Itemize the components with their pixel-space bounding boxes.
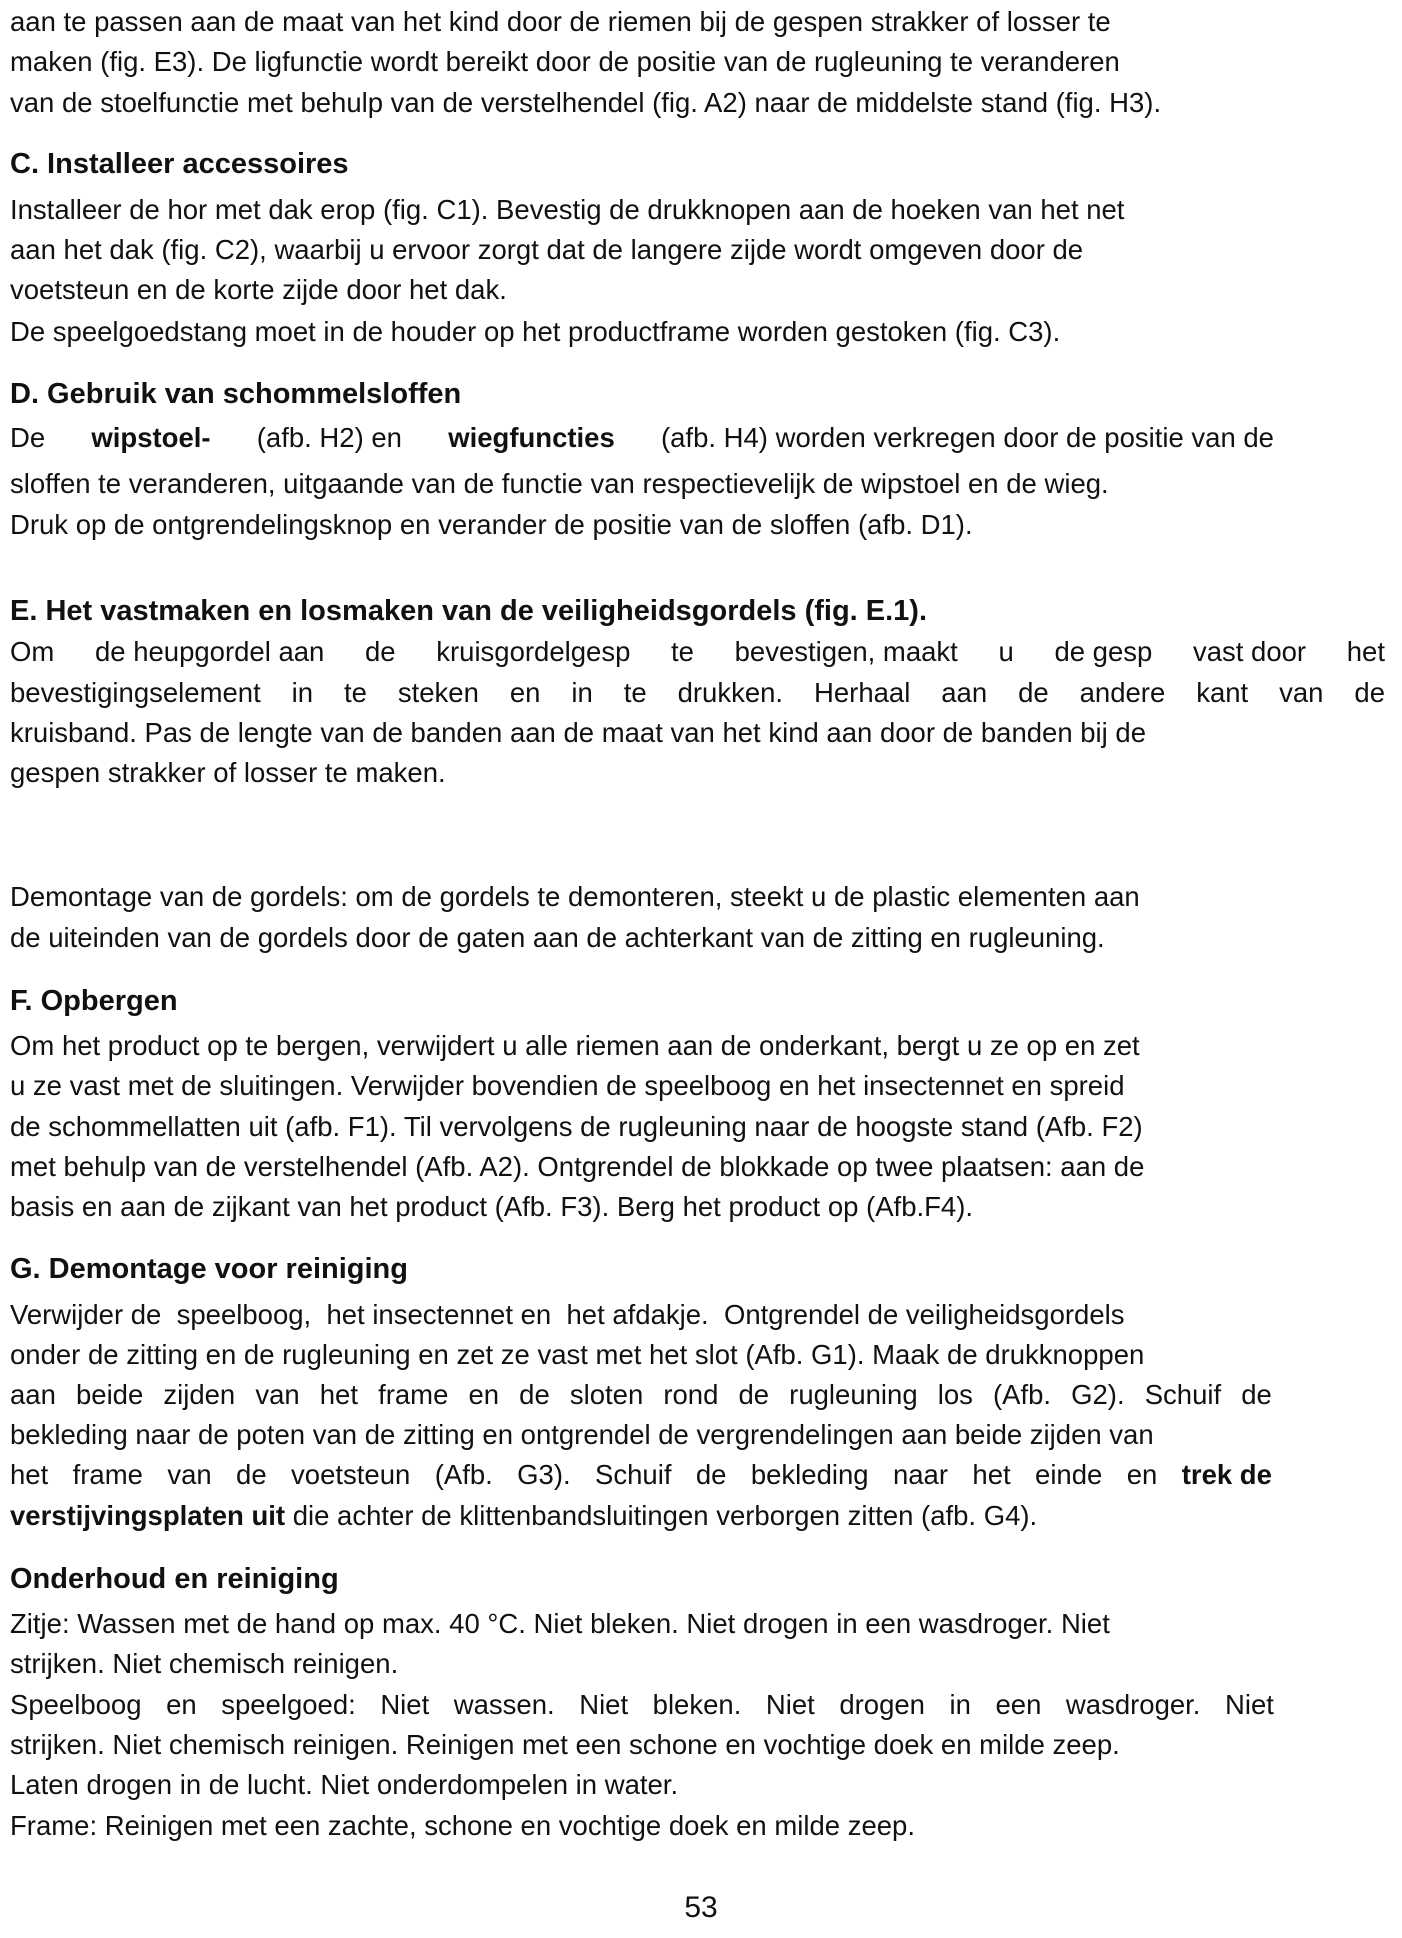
word: Niet bbox=[380, 1689, 430, 1720]
section-d-line-1 bbox=[10, 424, 1274, 452]
section-h-line: Zitje: Wassen met de hand op max. 40 °C. Niet bleken. Niet drogen in een wasdroger. Niet bbox=[10, 1608, 1110, 1639]
word: Speelboog bbox=[10, 1689, 142, 1720]
section-g-justified-line bbox=[10, 1461, 1272, 1489]
word: het bbox=[1346, 636, 1385, 667]
section-g-heading: G. Demontage voor reiniging bbox=[10, 1253, 408, 1285]
word: de bbox=[738, 1379, 770, 1410]
word: in bbox=[291, 677, 314, 708]
word: andere bbox=[1079, 677, 1166, 708]
word: naar bbox=[892, 1459, 949, 1490]
section-d-line: sloffen te veranderen, uitgaande van de functie van respectievelijk de wipstoel en de wieg. bbox=[10, 468, 1109, 499]
word: wasdroger. bbox=[1065, 1689, 1201, 1720]
word: Schuif bbox=[595, 1459, 672, 1490]
word: speelgoed: bbox=[221, 1689, 356, 1720]
section-f-line: basis en aan de zijkant van het product (Afb. F3). Berg het product op (Afb.F4). bbox=[10, 1191, 974, 1222]
word: sloten bbox=[569, 1379, 644, 1410]
word: Niet bbox=[579, 1689, 629, 1720]
word: rugleuning bbox=[789, 1379, 918, 1410]
section-c-heading: C. Installeer accessoires bbox=[10, 148, 349, 180]
word: G3). bbox=[517, 1459, 571, 1490]
section-d-heading: D. Gebruik van schommelsloffen bbox=[10, 378, 462, 410]
section-g-line: Verwijder de speelboog, het insectennet en het afdakje. Ontgrendel de veiligheidsgordels bbox=[10, 1299, 1125, 1330]
word: en bbox=[166, 1689, 197, 1720]
section-e-justified-line bbox=[10, 638, 1385, 666]
word: frame bbox=[72, 1459, 143, 1490]
text-span: (afb. H4) worden verkregen door de positie van de bbox=[660, 422, 1274, 453]
word: in bbox=[571, 677, 593, 708]
word: de bbox=[519, 1379, 550, 1410]
word: drogen bbox=[839, 1689, 925, 1720]
word: u bbox=[998, 636, 1014, 667]
section-e-line: gespen strakker of losser te maken. bbox=[10, 757, 446, 788]
section-h-line: strijken. Niet chemisch reinigen. bbox=[10, 1648, 399, 1679]
word: Niet bbox=[1225, 1689, 1274, 1720]
word: van bbox=[1279, 677, 1324, 708]
section-d-line: Druk op de ontgrendelingsknop en verander de positie van de sloffen (afb. D1). bbox=[10, 509, 973, 540]
word: Om bbox=[10, 636, 55, 667]
section-h-line: strijken. Niet chemisch reinigen. Reinigen met een schone en vochtige doek en milde zeep. bbox=[10, 1729, 1120, 1760]
word: de heupgordel aan bbox=[94, 636, 325, 667]
word: te bbox=[671, 636, 694, 667]
text-span: die achter de klittenbandsluitingen verborgen zitten (afb. G4). bbox=[285, 1500, 1038, 1531]
word: G2). bbox=[1071, 1379, 1125, 1410]
section-e-heading: E. Het vastmaken en losmaken van de veiligheidsgordels (fig. E.1). bbox=[10, 595, 928, 627]
demontage-line: de uiteinden van de gordels door de gaten aan de achterkant van de zitting en rugleuning. bbox=[10, 922, 1105, 953]
word: en bbox=[509, 677, 541, 708]
word: in bbox=[949, 1689, 971, 1720]
word: rond bbox=[663, 1379, 719, 1410]
word: Niet bbox=[765, 1689, 815, 1720]
section-g-line: onder de zitting en de rugleuning en zet ze vast met het slot (Afb. G1). Maak de drukknoppen bbox=[10, 1339, 1145, 1370]
word: de bbox=[695, 1459, 727, 1490]
word: bevestigen, maakt bbox=[734, 636, 958, 667]
word: voetsteun bbox=[291, 1459, 411, 1490]
section-c-line: De speelgoedstang moet in de houder op het productframe worden gestoken (fig. C3). bbox=[10, 316, 1061, 347]
page-number: 53 bbox=[684, 1891, 718, 1924]
word: bevestigingselement bbox=[10, 677, 261, 708]
section-g-line: bekleding naar de poten van de zitting en ontgrendel de vergrendelingen aan beide zijden van bbox=[10, 1419, 1154, 1450]
word: Schuif bbox=[1144, 1379, 1222, 1410]
section-c-line: aan het dak (fig. C2), waarbij u ervoor zorgt dat de langere zijde wordt omgeven door de bbox=[10, 234, 1084, 265]
word: kruisgordelgesp bbox=[436, 636, 631, 667]
word: beide bbox=[75, 1379, 144, 1410]
section-f-line: de schommellatten uit (afb. F1). Til vervolgens de rugleuning naar de hoogste stand (Afb. F2) bbox=[10, 1111, 1143, 1142]
word: zijden bbox=[163, 1379, 236, 1410]
section-h-heading: Onderhoud en reiniging bbox=[10, 1563, 339, 1595]
word: het bbox=[972, 1459, 1011, 1490]
bold-phrase: verstijvingsplaten uit bbox=[10, 1500, 286, 1531]
word: vast door bbox=[1192, 636, 1307, 667]
bold-term-wiegfuncties: wiegfuncties bbox=[448, 422, 615, 453]
section-f-line: met behulp van de verstelhendel (Afb. A2). Ontgrendel de blokkade op twee plaatsen: aan de bbox=[10, 1151, 1145, 1182]
word: bleken. bbox=[652, 1689, 742, 1720]
word: te bbox=[344, 677, 367, 708]
word: de bbox=[1018, 677, 1049, 708]
section-c-line: voetsteun en de korte zijde door het dak. bbox=[10, 274, 507, 305]
bold-term-wipstoel: wipstoel- bbox=[91, 422, 211, 453]
word: de bbox=[236, 1459, 267, 1490]
word: de bbox=[365, 636, 396, 667]
intro-line: aan te passen aan de maat van het kind door de riemen bij de gespen strakker of losser te bbox=[10, 6, 1111, 37]
word: drukken. bbox=[677, 677, 784, 708]
word: kant bbox=[1196, 677, 1249, 708]
bold-phrase: trek de bbox=[1181, 1459, 1272, 1490]
text-span: De bbox=[10, 422, 46, 453]
word: te bbox=[623, 677, 647, 708]
word: de bbox=[1354, 677, 1385, 708]
word: wassen. bbox=[453, 1689, 555, 1720]
section-e-line: kruisband. Pas de lengte van de banden aan de maat van het kind aan door de banden bij de bbox=[10, 717, 1146, 748]
word: Herhaal bbox=[814, 677, 911, 708]
word: bekleding bbox=[750, 1459, 869, 1490]
section-f-line: Om het product op te bergen, verwijdert u alle riemen aan de onderkant, bergt u ze op en zet bbox=[10, 1030, 1140, 1061]
section-f-heading: F. Opbergen bbox=[10, 985, 178, 1017]
word: (Afb. bbox=[992, 1379, 1052, 1410]
intro-line: maken (fig. E3). De ligfunctie wordt bereikt door de positie van de rugleuning te veranderen bbox=[10, 46, 1120, 77]
section-g-justified-line bbox=[10, 1381, 1272, 1409]
word: einde bbox=[1035, 1459, 1103, 1490]
word: van bbox=[167, 1459, 212, 1490]
word: frame bbox=[378, 1379, 449, 1410]
word: aan bbox=[10, 1379, 56, 1410]
word: het bbox=[10, 1459, 49, 1490]
word: aan bbox=[941, 677, 988, 708]
word: (Afb. bbox=[434, 1459, 493, 1490]
section-e-justified-line bbox=[10, 679, 1385, 707]
word: een bbox=[995, 1689, 1042, 1720]
section-c-line: Installeer de hor met dak erop (fig. C1). Bevestig de drukknopen aan de hoeken van het net bbox=[10, 194, 1125, 225]
demontage-line: Demontage van de gordels: om de gordels te demonteren, steekt u de plastic elementen aan bbox=[10, 881, 1140, 912]
word: los bbox=[937, 1379, 973, 1410]
section-g-line-6 bbox=[10, 1502, 1037, 1530]
section-h-line: Laten drogen in de lucht. Niet onderdompelen in water. bbox=[10, 1769, 679, 1800]
section-f-line: u ze vast met de sluitingen. Verwijder bovendien de speelboog en het insectennet en spreid bbox=[10, 1070, 1125, 1101]
section-h-line: Frame: Reinigen met een zachte, schone en vochtige doek en milde zeep. bbox=[10, 1810, 915, 1841]
word: de gesp bbox=[1054, 636, 1153, 667]
word: en bbox=[1126, 1459, 1158, 1490]
word: de bbox=[1241, 1379, 1272, 1410]
section-h-justified-line bbox=[10, 1691, 1274, 1719]
word: het bbox=[319, 1379, 358, 1410]
word: steken bbox=[397, 677, 479, 708]
intro-line: van de stoelfunctie met behulp van de verstelhendel (fig. A2) naar de middelste stand (fig. H3). bbox=[10, 87, 1162, 118]
text-span: (afb. H2) en bbox=[256, 422, 402, 453]
word: en bbox=[468, 1379, 500, 1410]
word: van bbox=[255, 1379, 300, 1410]
